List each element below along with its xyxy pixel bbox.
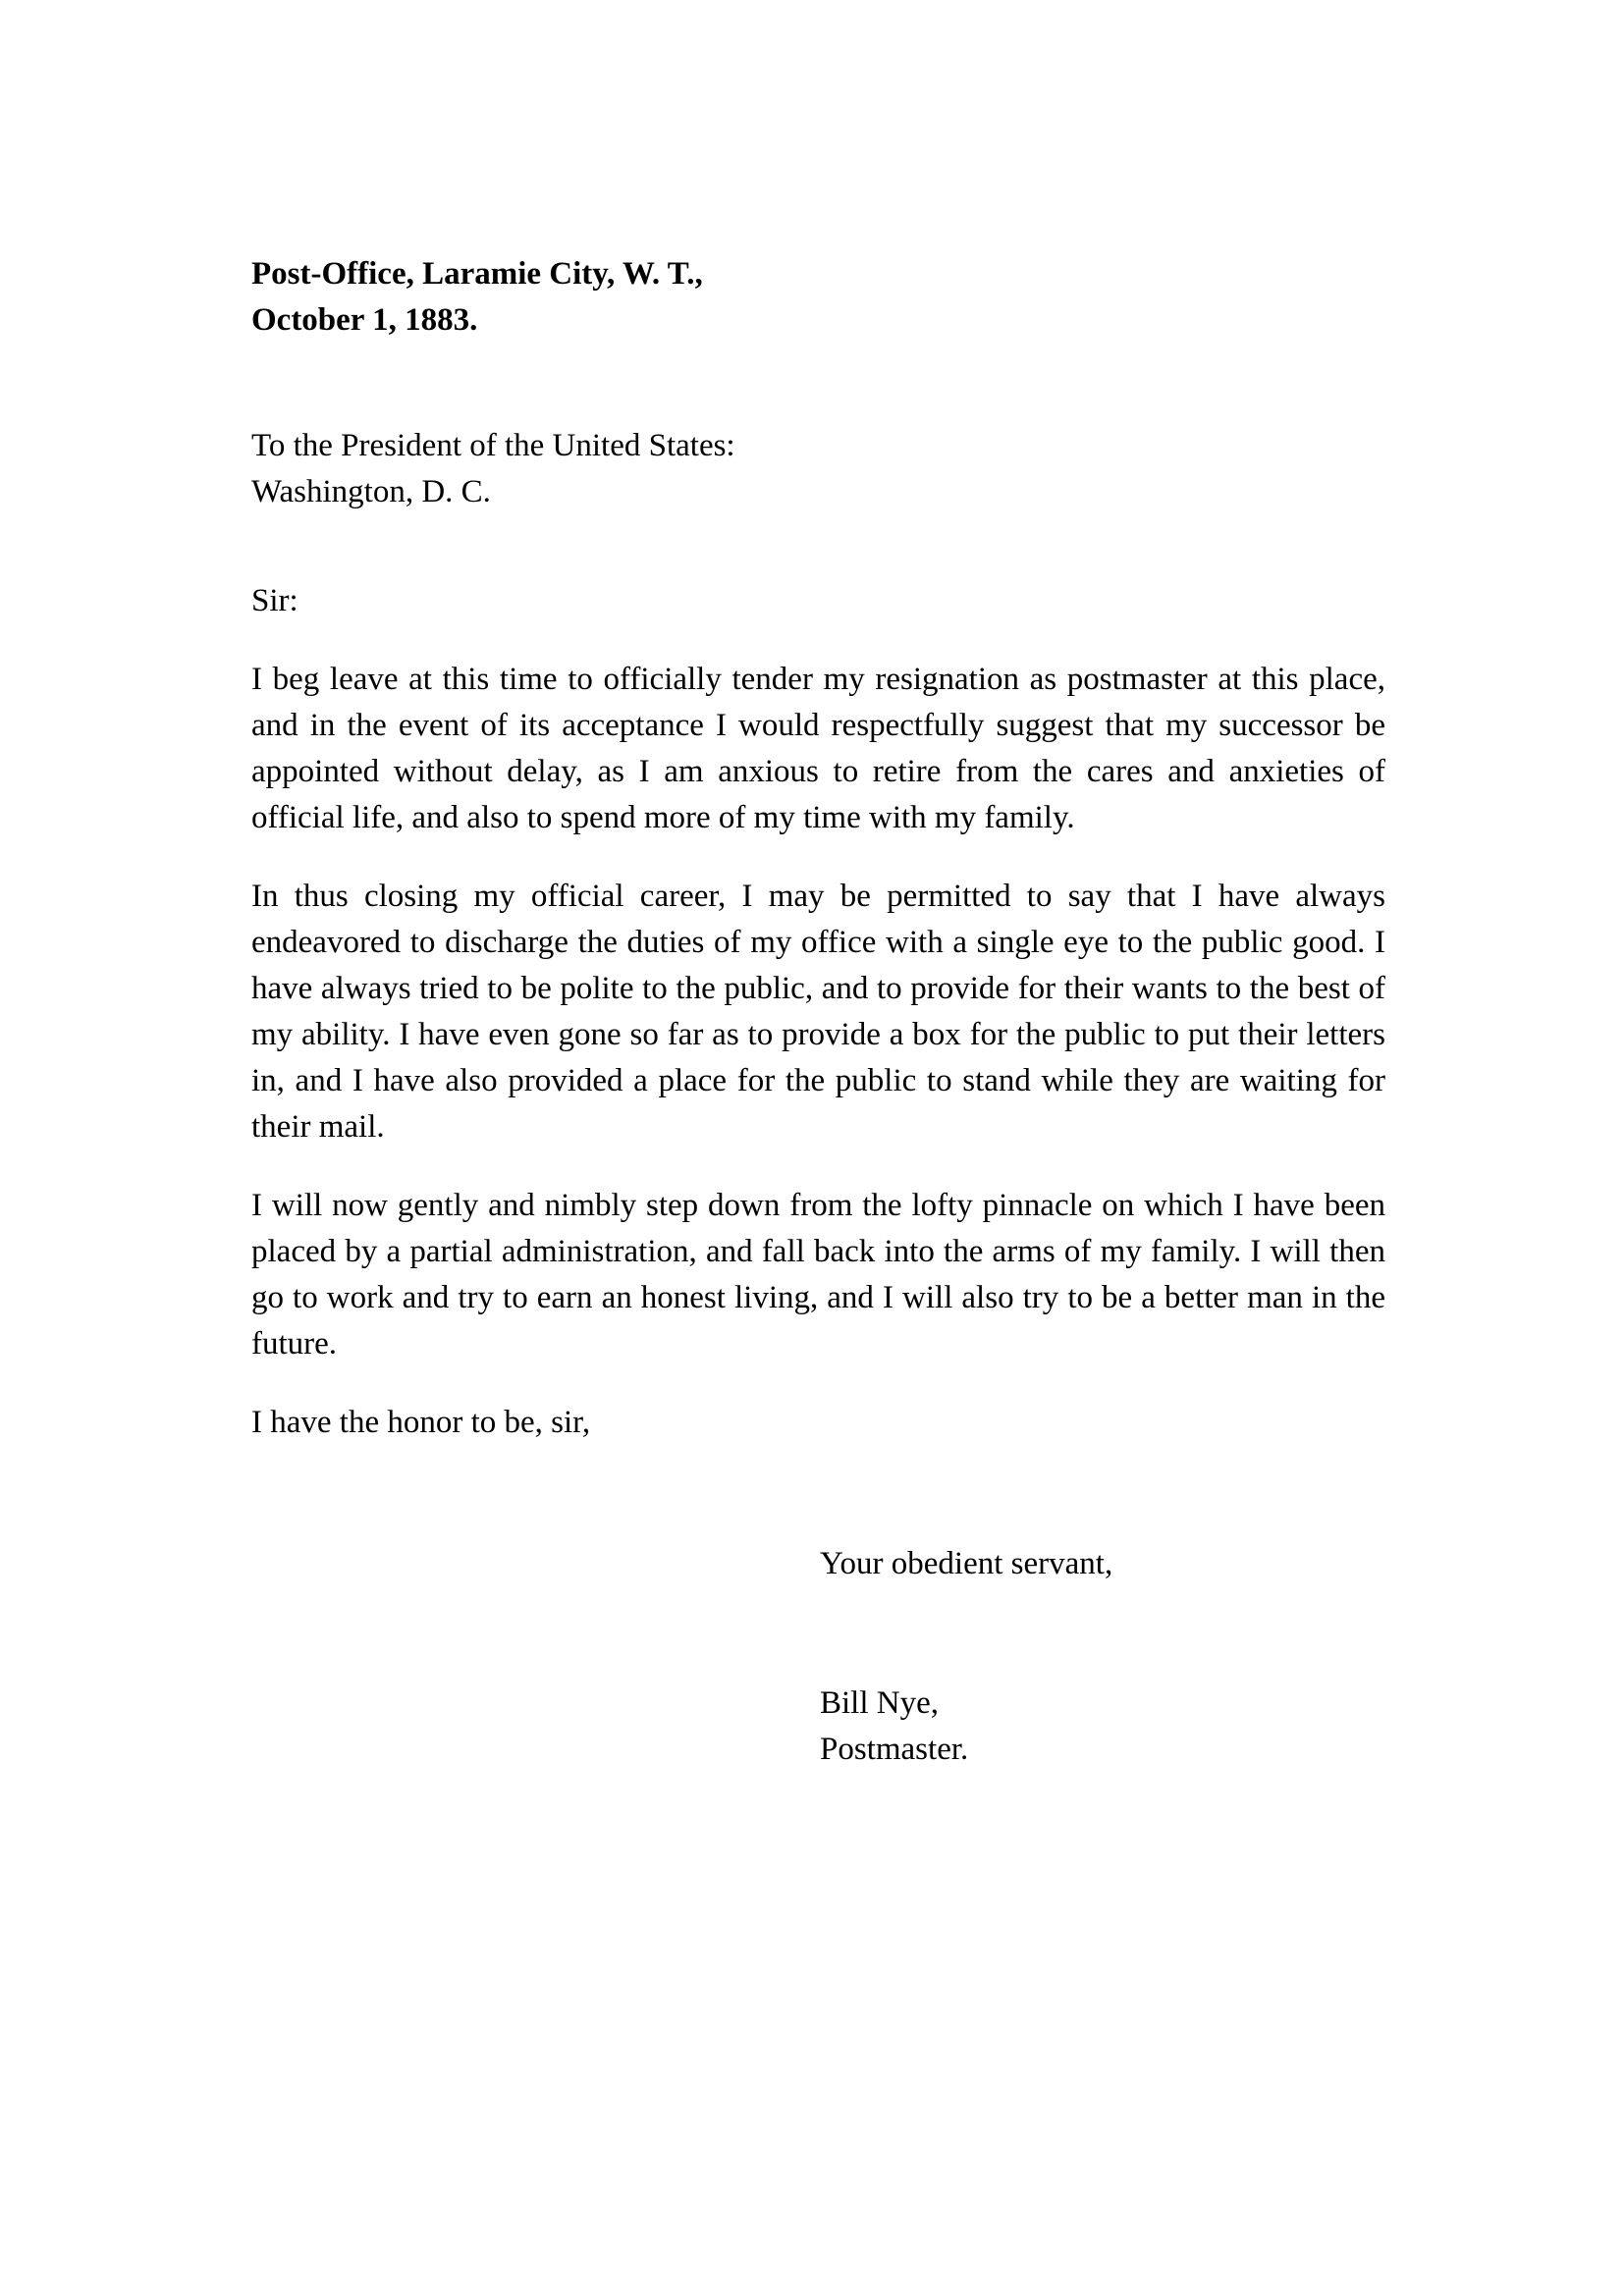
closing-block (820, 1541, 1409, 1773)
body-paragraph-3: I will now gently and nimbly step down from the lofty pinnacle on which I have been placed by a partial administration, and fall back into the arms of my family. I will then go to work and try to earn an honest living, and I will also try to be a better man in the future. (251, 1188, 1385, 1362)
signature-title: Postmaster. (820, 1732, 969, 1767)
recipient-address (251, 423, 1385, 515)
honor-line: I have the honor to be, sir, (251, 1405, 591, 1440)
recipient-location: Washington, D. C. (251, 474, 491, 509)
signature-block (820, 1681, 1409, 1773)
sender-header (251, 251, 1385, 344)
body-paragraph-2: In thus closing my official career, I may be permitted to say that I have always endeavored to discharge the duties of my office with a single eye to the public good. I have always tried to be polite to the public, and to provide for their wants to the best of my ability. I have even gone so far as to provide a box for the public to put their letters in, and I have also provided a place for the public to stand while they are waiting for their mail. (251, 879, 1385, 1145)
salutation: Sir: (251, 583, 298, 618)
letter-date: October 1, 1883. (251, 302, 478, 338)
sender-location: Post-Office, Laramie City, W. T., (251, 256, 703, 292)
recipient-name: To the President of the United States: (251, 428, 735, 463)
body-paragraph-1: I beg leave at this time to officially tender my resignation as postmaster at this place, and in the event of its acceptance I would respectfully suggest that my successor be appointed without delay, as I am anxious to retire from the cares and anxieties of official life, and also to spend more of my time with my family. (251, 662, 1385, 835)
signature-name: Bill Nye, (820, 1685, 939, 1721)
letter-body (251, 251, 1385, 1446)
closing-phrase: Your obedient servant, (820, 1546, 1113, 1581)
